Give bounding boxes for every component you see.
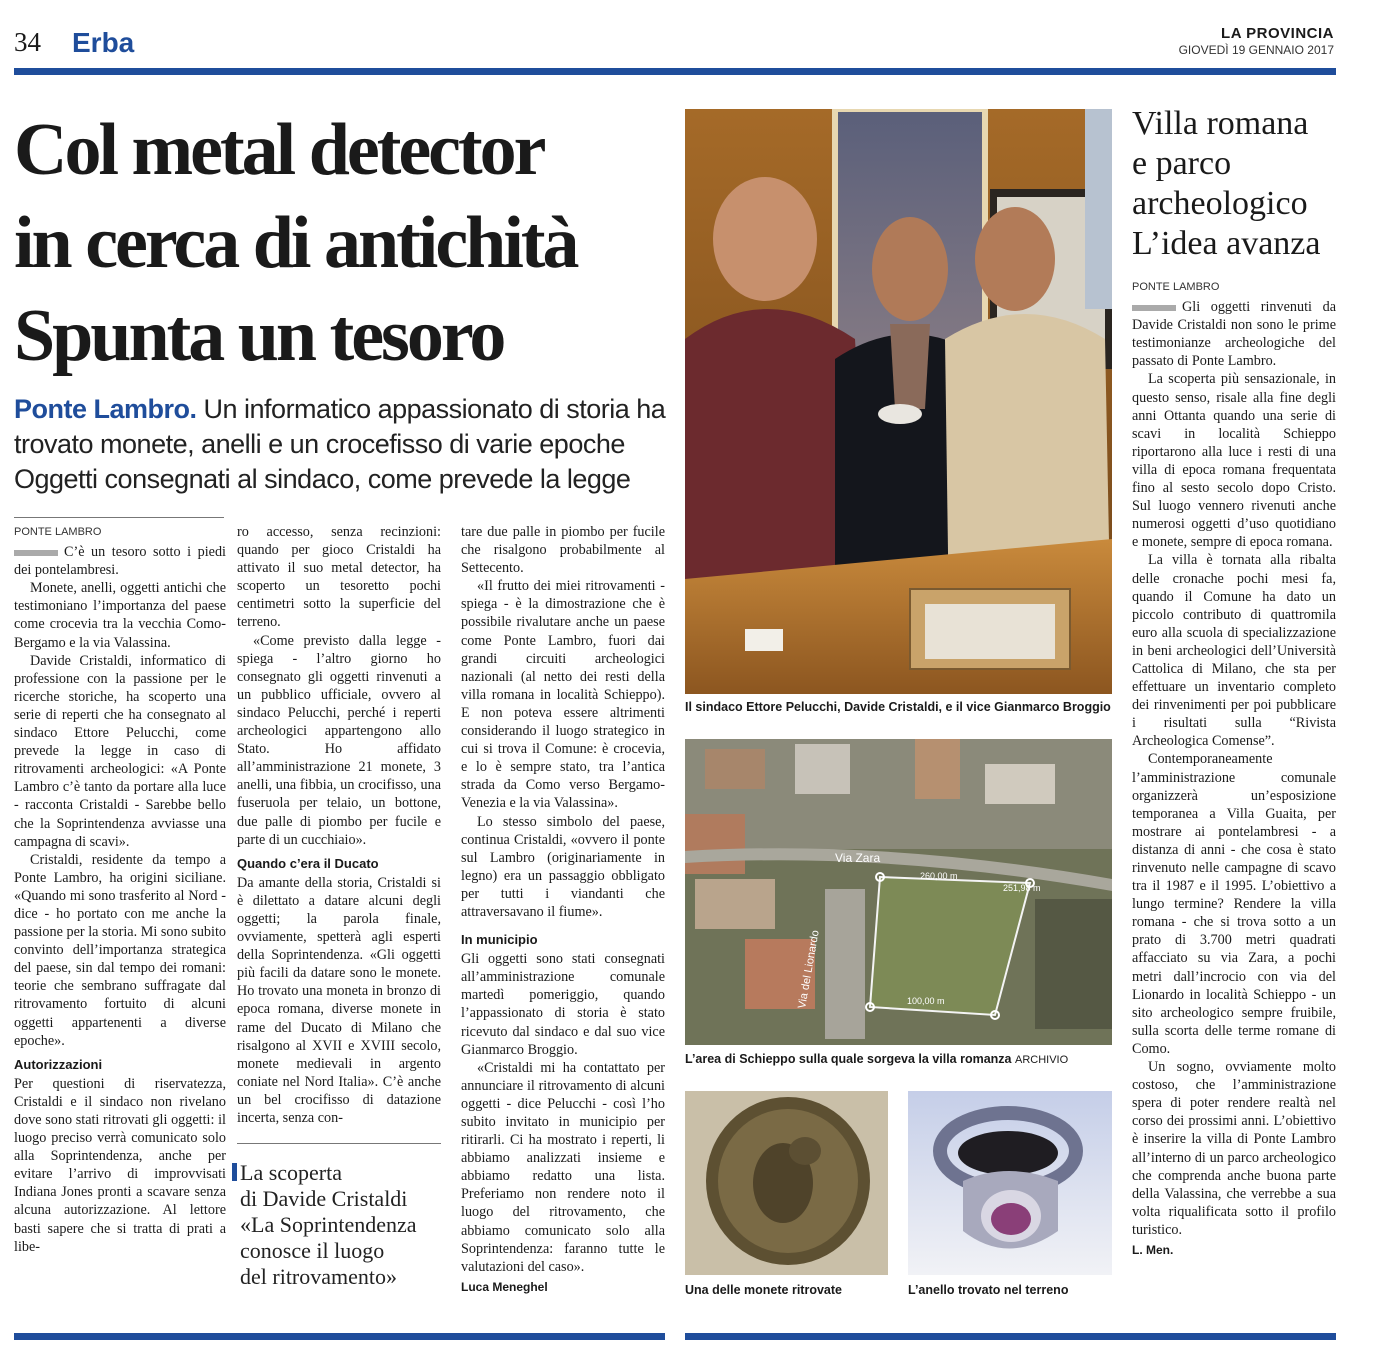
sidebar-column: [1132, 278, 1336, 1259]
kicker: PONTE LAMBRO: [14, 526, 102, 538]
paragraph: tare due palle in piombo per fucile che risalgono probabilmente al Settecento.: [461, 524, 665, 577]
paragraph: Cristaldi, residente da tempo a Ponte Lambro, ha origini siciliane. «Quando mi sono trasferito al Nord - dice - ho portato con me anche la passione per la storia. Mi sono subito convinto dell’importanza strategica del paese, sin dal tempo dei romani: teorie che sembrano suffragate dal ritrovamento fortuito di alcuni oggetti appartenenti a diverse epoche».: [14, 851, 226, 1049]
photo-group: [685, 109, 1112, 694]
lead-bar: [1132, 305, 1176, 311]
sidebar-headline-line: Villa romana: [1132, 105, 1309, 142]
page-number: 34: [14, 27, 41, 57]
byline: Luca Meneghel: [461, 1279, 548, 1294]
ring-image: [908, 1091, 1112, 1275]
paragraph: Monete, anelli, oggetti antichi che testimoniano l’importanza del paese come crocevia tra la vecchia Como-Bergamo e la via Valassina.: [14, 580, 226, 651]
article-column-2: [237, 523, 441, 1127]
headline-line: Spunta un tesoro: [14, 295, 504, 377]
paragraph: Lo stesso simbolo del paese, continua Cristaldi, «ovvero il ponte sul Lambro (originariamente in legno) era un passaggio obbligato per tutti i viandanti che attraversavano il fiume».: [461, 813, 665, 920]
issue-date: GIOVEDÌ 19 GENNAIO 2017: [1178, 43, 1334, 57]
caption-ring: L’anello trovato nel terreno: [908, 1283, 1069, 1297]
caption-coin: Una delle monete ritrovate: [685, 1283, 842, 1297]
paragraph: La scoperta più sensazionale, in questo senso, risale alla fine degli anni Ottanta quando una serie di scavi in località Schieppo riportarono alla luce i resti di una villa di epoca romana frequentata fino al sesto secolo dopo Cristo. Sul luogo vennero rivenuti anche numerosi oggetti d’uso quotidiano e monete, sempre di epoca romana.: [1132, 371, 1336, 551]
paragraph: Per questioni di riservatezza, Cristaldi e il sindaco non rivelano dove sono stati ritrovati gli oggetti: il luogo preciso verrà comunicato solo alla Soprintendenza, anche per evitare l’arrivo di improvvisati Indiana Jones pronti a scavare senza alcuna autorizzazione. Al lettore basti sapere che si tratta di prati a libe-: [14, 1075, 226, 1255]
pull-quote: [240, 1160, 445, 1290]
subheadline-place: Ponte Lambro.: [14, 394, 197, 424]
map-measure-label: 100,00 m: [907, 996, 945, 1006]
paragraph: ro accesso, senza recinzioni: quando per gioco Cristaldi ha attivato il suo metal detector, ha scoperto un tesoretto pochi centimetri sotto la superficie del terreno.: [237, 524, 441, 631]
paragraph: Gli oggetti sono stati consegnati all’amministrazione comunale martedì pomeriggio, quando l’appassionato di storia è stato ricevuto dal sindaco e dal suo vice Gianmarco Broggio.: [461, 951, 665, 1058]
pull-quote-mark: [232, 1163, 237, 1181]
subheadline: [14, 392, 674, 497]
caption-text: L’area di Schieppo sulla quale sorgeva la villa romanza: [685, 1052, 1012, 1066]
subhead-autorizzazioni: Autorizzazioni: [14, 1056, 103, 1072]
article-column-3: [461, 523, 665, 1296]
photo-ring: [908, 1091, 1112, 1275]
photo-map: [685, 739, 1112, 1045]
paragraph: Contemporaneamente l’amministrazione comunale organizzerà un’esposizione temporanea a Villa Guaita, per mostrare ai pontelambresi - a distanza di anni - che cosa è stato rinvenuto nelle campagne di scavo tra il 1987 e il 1995. L’obiettivo a lungo termine? Rendere la villa romana - che si trova sotto a un prato di 3.700 metri quadrati affacciato su via Zara, a pochi metri dall’incrocio con via del Lionardo in località Schieppo - un sito archeologico sempre fruibile, sulla scorta delle terme romane di Como.: [1132, 751, 1336, 1057]
caption-map: [685, 1052, 1068, 1066]
pull-quote-line: conosce il luogo: [240, 1238, 385, 1263]
sidebar-byline: L. Men.: [1132, 1242, 1174, 1257]
subhead-ducato: Quando c’era il Ducato: [237, 855, 379, 871]
bottom-rule-right: [685, 1333, 1336, 1340]
paragraph: «Come previsto dalla legge - spiega - l’altro giorno ho consegnato gli oggetti rinvenuti a un pubblico ufficiale, ovvero al sindaco Pelucchi, perché i reperti archeologici appartengono allo Stato. Ho affidato all’amministrazione 21 monete, 3 anelli, una fibbia, un crocifisso, una fuseruola per telaio, un bottone, due palle di piombo per fucile e parte di un cucchiaio».: [237, 632, 441, 848]
sidebar-kicker: PONTE LAMBRO: [1132, 281, 1220, 293]
divider: [14, 517, 224, 518]
map-street-label: Via del Lionardo: [796, 929, 822, 1010]
aerial-map-image: [685, 739, 1112, 1045]
paragraph-text: Gli oggetti rinvenuti da Davide Cristaldi non sono le prime testimonianze archeologiche del passato di Ponte Lambro.: [1132, 299, 1336, 370]
article-column-1: [14, 523, 226, 1256]
paragraph: Da amante della storia, Cristaldi si è dilettato a datare alcuni degli oggetti; la parola finale, ovviamente, spetterà agli esperti della Soprintendenza. «Gli oggetti più facili da datare sono le monete. Ho trovato una moneta in bronzo di epoca romana, diverse monete in rame del Ducato di Milano che risalgono al XVII e XVIII secolo, monete medievali in argento coniate nel Nord Italia». C’è anche un bel crocifisso di datazione incerta, senza con-: [237, 874, 441, 1126]
paragraph: La villa è tornata alla ribalta delle cronache pochi mesi fa, quando il Comune ha dato un piccolo contributo di quattromila euro alla scuola di specializzazione in beni archeologici dell’Università Cattolica di Milano, che sta per effettuare un inventario completo dei rinvenimenti per poi pubblicare i risultati sulla “Rivista Archeologica Comense”.: [1132, 552, 1336, 750]
sidebar-headline-line: archeologico: [1132, 185, 1308, 222]
lead-bar: [14, 550, 58, 556]
coin-image: [685, 1091, 888, 1275]
caption-group-photo: Il sindaco Ettore Pelucchi, Davide Cristaldi, e il vice Gianmarco Broggio: [685, 700, 1111, 714]
headline-line: in cerca di antichità: [14, 202, 577, 284]
caption-credit: ARCHIVIO: [1015, 1054, 1069, 1066]
headline: [14, 104, 679, 383]
bottom-rule-left: [14, 1333, 665, 1340]
paragraph: «Il frutto dei miei ritrovamenti - spiega - è la dimostrazione che è possibile rivalutare anche un paese come Ponte Lambro, fuori dai grandi circuiti archeologici nazionali (al netto dei resti della villa romana in località Schieppo). E non poteva essere altrimenti considerando il luogo strategico in cui si trova il Comune: è crocevia, e lo è sempre stato, tra l’antica strada da Como verso Bergamo-Venezia e la via Valassina».: [461, 578, 665, 812]
lead-paragraph: [1132, 298, 1336, 370]
paragraph-text: C’è un tesoro sotto i piedi dei pontelambresi.: [14, 544, 226, 579]
map-measure-label: 260,00 m: [920, 871, 958, 881]
subheadline-text: Un informatico appassionato di storia ha trovato monete, anelli e un crocefisso di varie epoche Oggetti consegnati al sindaco, come prevede la legge: [14, 394, 666, 494]
paragraph: «Cristaldi mi ha contattato per annunciare il ritrovamento di alcuni oggetti - dice Pelucchi - così l’ho subito invitato in municipio per ritirarli. Ci ha mostrato i reperti, li abbiamo analizzati insieme e abbiamo redatto una lista. Preferiamo non rendere noto il luogo del ritrovamento, che abbiamo comunicato solo alla Soprintendenza: faranno tutte le valutazioni del caso».: [461, 1059, 665, 1275]
subhead-municipio: In municipio: [461, 932, 538, 948]
paragraph: Un sogno, ovviamente molto costoso, che l’amministrazione spera di poter rendere realtà nel corso dei prossimi anni. L’obiettivo è inserire la villa di Ponte Lambro all’interno di un parco archeologico che comprenda anche buona parte della Valassina, che verrebbe a sua volta riqualificata sotto il profilo turistico.: [1132, 1059, 1336, 1238]
section-title: Erba: [72, 27, 135, 58]
sidebar-headline-line: e parco: [1132, 145, 1232, 182]
headline-line: Col metal detector: [14, 109, 544, 191]
map-measure-label: 251,98 m: [1003, 883, 1041, 893]
divider: [237, 1143, 441, 1144]
top-rule: [14, 68, 1336, 75]
group-photo-image: [685, 109, 1112, 694]
paragraph: Davide Cristaldi, informatico di professione con la passione per le ricerche storiche, ha scoperto una serie di reperti che ha consegnato al sindaco Ettore Pelucchi, come prevede la legge in caso di ritrovamenti archeologici: «A Ponte Lambro c’è tanto da portare alla luce - racconta Cristaldi - Sarebbe bello che la Soprintendenza avviasse una campagna di scavi».: [14, 652, 226, 850]
pull-quote-line: «La Soprintendenza: [240, 1212, 417, 1237]
pull-quote-line: del ritrovamento»: [240, 1264, 398, 1289]
lead-paragraph: [14, 543, 226, 579]
photo-coin: [685, 1091, 888, 1275]
sidebar-headline-line: L’idea avanza: [1132, 225, 1321, 262]
masthead: LA PROVINCIA: [1221, 25, 1334, 42]
pull-quote-line: di Davide Cristaldi: [240, 1186, 408, 1211]
sidebar-headline: [1132, 104, 1352, 264]
map-street-label: Via Zara: [835, 851, 881, 865]
pull-quote-line: La scoperta: [240, 1160, 342, 1185]
